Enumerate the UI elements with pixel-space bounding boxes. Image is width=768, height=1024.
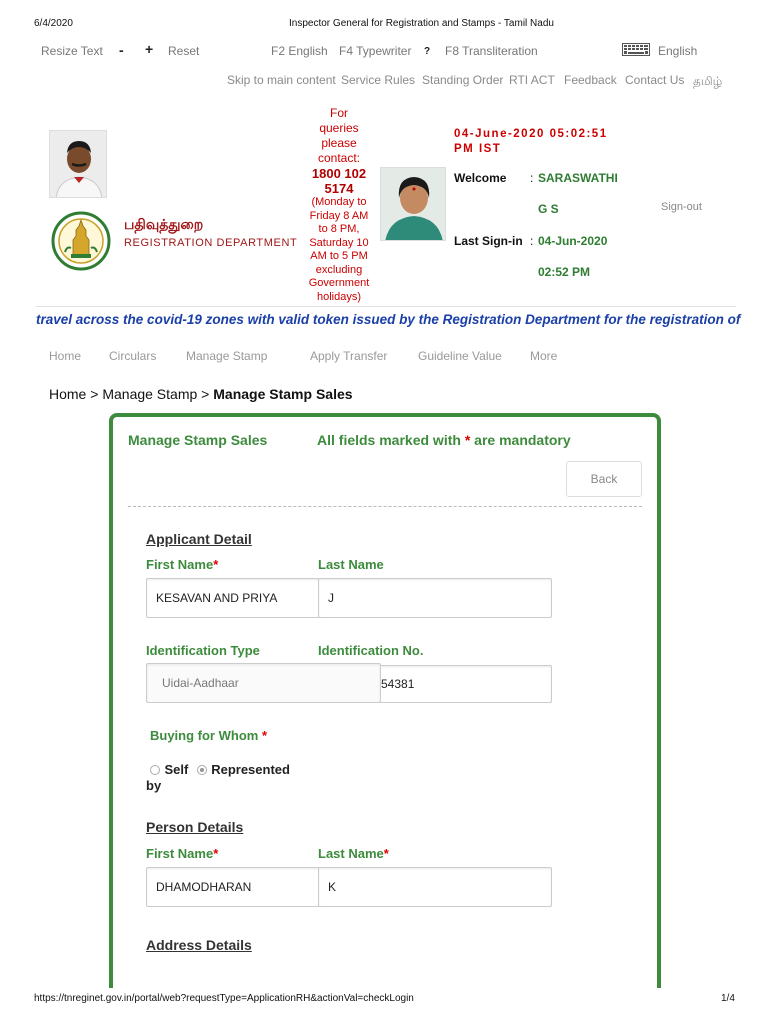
rti-act-link[interactable]: RTI ACT bbox=[509, 73, 555, 87]
self-radio[interactable] bbox=[150, 765, 160, 775]
nav-guideline-value[interactable]: Guideline Value bbox=[418, 349, 502, 363]
label-text: Last Name bbox=[318, 846, 384, 861]
breadcrumb-separator: > bbox=[90, 386, 99, 402]
nav-manage-stamp[interactable]: Manage Stamp bbox=[186, 349, 268, 363]
last-signin-label: Last Sign-in bbox=[454, 234, 523, 248]
breadcrumb bbox=[49, 386, 353, 402]
hours-line: Government bbox=[308, 277, 370, 289]
last-name-label: Last Name bbox=[318, 557, 384, 572]
print-date: 6/4/2020 bbox=[34, 18, 73, 29]
resize-text-label: Resize Text bbox=[41, 44, 103, 58]
current-datetime bbox=[454, 127, 634, 157]
service-rules-link[interactable]: Service Rules bbox=[341, 73, 416, 87]
label-text: First Name bbox=[146, 846, 214, 861]
f4-typewriter-button[interactable]: F4 Typewriter bbox=[339, 44, 412, 58]
required-star: * bbox=[213, 846, 219, 861]
department-name-english: REGISTRATION DEPARTMENT bbox=[124, 237, 298, 249]
print-title: Inspector General for Registration and Stamps - Tamil Nadu bbox=[289, 18, 554, 29]
last-signin-time: 02:52 PM bbox=[538, 265, 591, 279]
person-first-name-label bbox=[146, 846, 218, 861]
nav-more[interactable]: More bbox=[530, 349, 558, 363]
required-star: * bbox=[464, 432, 471, 448]
first-name-label bbox=[146, 557, 218, 572]
label-text: Buying for Whom bbox=[150, 728, 259, 743]
person-last-name-label bbox=[318, 846, 389, 861]
required-star: * bbox=[213, 557, 219, 572]
hours-line: Saturday 10 bbox=[309, 236, 369, 249]
datetime-line: 04-June-2020 05:02:51 bbox=[454, 128, 608, 140]
helpline-number: 1800 102 bbox=[311, 166, 367, 181]
last-signin-date: 04-Jun-2020 bbox=[538, 234, 608, 248]
contact-us-link[interactable]: Contact Us bbox=[625, 73, 685, 87]
buying-for-whom-radio-group bbox=[150, 762, 320, 778]
datetime-line: PM IST bbox=[454, 143, 502, 155]
language-english-link[interactable]: English bbox=[658, 44, 698, 58]
decrease-text-button[interactable]: - bbox=[119, 42, 124, 58]
self-radio-label[interactable]: Self bbox=[164, 762, 189, 777]
required-star: * bbox=[383, 846, 389, 861]
contact-line: queries bbox=[319, 121, 359, 135]
f8-transliteration-button[interactable]: F8 Transliteration bbox=[445, 44, 538, 58]
breadcrumb-manage-stamp[interactable]: Manage Stamp bbox=[102, 386, 198, 402]
print-url: https://tnreginet.gov.in/portal/web?requestType=ApplicationRH&actionVal=checkLogin bbox=[34, 993, 414, 1004]
buying-for-whom-label bbox=[150, 728, 267, 743]
contact-line: please bbox=[321, 136, 357, 150]
hours-line: excluding bbox=[315, 263, 363, 276]
person-last-name-input[interactable]: K bbox=[318, 867, 552, 907]
print-page-number: 1/4 bbox=[721, 993, 735, 1004]
mandatory-note-text: All fields marked with bbox=[317, 432, 461, 448]
header-divider bbox=[36, 306, 736, 307]
nav-apply-transfer[interactable]: Apply Transfer bbox=[310, 349, 388, 363]
applicant-detail-heading: Applicant Detail bbox=[146, 531, 252, 547]
announcement-marquee: travel across the covid-19 zones with valid token issued by the Registration Department for the registration of bbox=[36, 312, 741, 327]
hours-line: to 8 PM, bbox=[318, 223, 360, 235]
colon: : bbox=[530, 234, 534, 248]
represented-by-radio-label-wrap[interactable]: by bbox=[146, 778, 162, 793]
skip-to-main-link[interactable]: Skip to main content bbox=[227, 73, 336, 87]
applicant-last-name-input[interactable]: J bbox=[318, 578, 552, 618]
contact-line: contact: bbox=[317, 151, 361, 165]
mandatory-note-text: are mandatory bbox=[474, 432, 571, 448]
back-button[interactable]: Back bbox=[566, 461, 642, 497]
contact-info bbox=[305, 106, 373, 304]
sign-out-link[interactable]: Sign-out bbox=[661, 201, 702, 213]
hours-line: AM to 5 PM bbox=[310, 250, 368, 262]
reset-text-button[interactable]: Reset bbox=[168, 44, 200, 58]
form-divider bbox=[128, 506, 642, 507]
nav-circulars[interactable]: Circulars bbox=[109, 349, 157, 363]
identification-type-label: Identification Type bbox=[146, 643, 260, 658]
colon: : bbox=[530, 171, 534, 185]
chief-minister-photo bbox=[49, 130, 107, 198]
hours-line: Friday 8 AM bbox=[309, 209, 369, 222]
breadcrumb-home[interactable]: Home bbox=[49, 386, 87, 402]
breadcrumb-separator: > bbox=[201, 386, 210, 402]
applicant-first-name-input[interactable]: KESAVAN AND PRIYA bbox=[146, 578, 320, 618]
person-details-heading: Person Details bbox=[146, 819, 244, 835]
contact-hours bbox=[305, 196, 373, 304]
person-first-name-input[interactable]: DHAMODHARAN bbox=[146, 867, 320, 907]
breadcrumb-current: Manage Stamp Sales bbox=[213, 386, 353, 402]
id-number-visible-part: 54381 bbox=[381, 677, 415, 691]
standing-order-link[interactable]: Standing Order bbox=[422, 73, 504, 87]
form-title: Manage Stamp Sales bbox=[128, 432, 268, 448]
feedback-link[interactable]: Feedback bbox=[564, 73, 617, 87]
label-text: First Name bbox=[146, 557, 214, 572]
represented-by-radio-label[interactable]: Represented bbox=[211, 762, 290, 777]
contact-line: For bbox=[330, 106, 348, 120]
represented-by-radio[interactable] bbox=[197, 765, 207, 775]
nav-home[interactable]: Home bbox=[49, 349, 82, 363]
address-details-heading: Address Details bbox=[146, 937, 252, 953]
help-icon[interactable]: ? bbox=[424, 46, 431, 57]
former-chief-minister-photo bbox=[380, 167, 446, 241]
required-star: * bbox=[261, 728, 268, 743]
username-line2: G S bbox=[538, 202, 559, 216]
helpline-number: 5174 bbox=[324, 181, 354, 196]
mandatory-note bbox=[317, 432, 571, 448]
stamp-sales-panel bbox=[109, 413, 661, 1024]
identification-type-select[interactable]: Uidai-Aadhaar bbox=[146, 663, 381, 703]
keyboard-icon[interactable] bbox=[622, 43, 650, 56]
welcome-label: Welcome bbox=[454, 171, 507, 185]
hours-line: holidays) bbox=[316, 290, 362, 303]
tamil-language-link[interactable]: தமிழ் bbox=[693, 74, 723, 88]
identification-number-label: Identification No. bbox=[318, 643, 424, 658]
department-name-tamil: பதிவுத்துறை bbox=[124, 216, 204, 232]
increase-text-button[interactable]: + bbox=[145, 41, 154, 57]
hours-line: (Monday to bbox=[311, 196, 367, 208]
tamil-nadu-emblem-icon bbox=[51, 210, 111, 272]
username-line1: SARASWATHI bbox=[538, 171, 618, 185]
f2-english-button[interactable]: F2 English bbox=[271, 44, 328, 58]
